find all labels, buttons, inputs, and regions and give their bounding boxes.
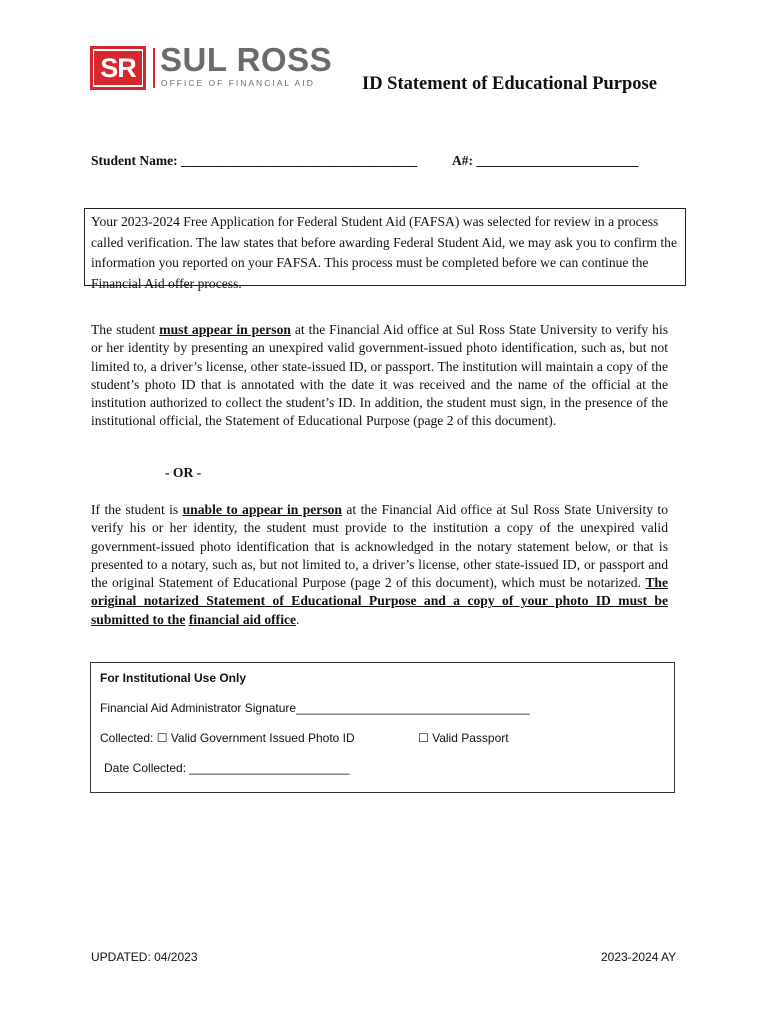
verification-notice-box — [84, 208, 686, 291]
student-name-field[interactable]: Student Name: ___________________________________ — [91, 153, 418, 168]
remote-text-end: . — [296, 611, 300, 627]
sr-logo-mark — [90, 46, 146, 90]
a-number-field[interactable]: A#: ________________________ — [452, 153, 639, 168]
logo-divider — [153, 48, 155, 88]
in-person-text-start: The student — [91, 322, 160, 337]
footer-updated: UPDATED: 04/2023 — [91, 950, 198, 964]
financial-aid-office-emphasis: financial aid office — [188, 611, 297, 627]
submission-requirement-emphasis: The original notarized Statement of Educational Purpose and a copy of your photo ID must be submitted to the — [91, 575, 668, 627]
must-appear-emphasis: must appear in person — [159, 322, 291, 337]
logo-subtitle: OFFICE OF FINANCIAL AID — [161, 78, 315, 88]
in-person-paragraph — [91, 321, 668, 431]
photo-id-checkbox[interactable]: Collected: ☐ Valid Government Issued Photo ID — [100, 731, 355, 745]
unable-to-appear-emphasis: unable to appear in person — [182, 502, 342, 517]
date-collected-field[interactable]: Date Collected: ________________________ — [104, 761, 350, 775]
institutional-use-title: For Institutional Use Only — [100, 671, 247, 685]
remote-text-start: If the student is — [91, 502, 183, 517]
remote-paragraph — [91, 501, 668, 629]
passport-checkbox[interactable]: ☐ Valid Passport — [418, 731, 509, 745]
or-separator: - OR - — [165, 465, 202, 480]
document-title: ID Statement of Educational Purpose — [362, 74, 657, 94]
in-person-text-rest: at the Financial Aid office at Sul Ross State University to verify his or her identity by presenting an unexpired valid government-issued photo identification, such as, but not limited to, a driver’s license, other state-issued ID, or passport. The institution will maintain a copy of the student’s photo ID that is annotated with the date it was received and the name of the official at the institution authorized to collect the student’s ID. In addition, the student must sign, in the presence of the institutional official, the Statement of Educational Purpose (page 2 of this document). — [91, 322, 669, 429]
verification-notice-text: Your 2023-2024 Free Application for Federal Student Aid (FAFSA) was selected for review in a process called verification. The law states that before awarding Federal Student Aid, we may ask you to confirm the information you reported on your FAFSA. This process must be completed before we can continue the Financial Aid offer process. — [91, 214, 677, 291]
institutional-use-box — [90, 662, 675, 793]
administrator-signature-field[interactable]: Financial Aid Administrator Signature___________________________________ — [100, 701, 530, 715]
footer-aid-year: 2023-2024 AY — [601, 950, 677, 964]
remote-text-middle: at the Financial Aid office at Sul Ross State University to verify his or her identity, the student must provide to the institution a copy of the unexpired valid government-issued photo identification that is acknowledged in the notary statement below, or that is presented to a notary, such as, but not limited to, a driver’s license, other state-issued ID, or passport and the original Statement of Educational Purpose (page 2 of this document), which must be notarized. — [91, 502, 668, 591]
logo-name: SUL ROSS — [160, 41, 333, 78]
sr-logo-letters: SR — [94, 51, 142, 85]
sul-ross-logo — [90, 41, 333, 92]
